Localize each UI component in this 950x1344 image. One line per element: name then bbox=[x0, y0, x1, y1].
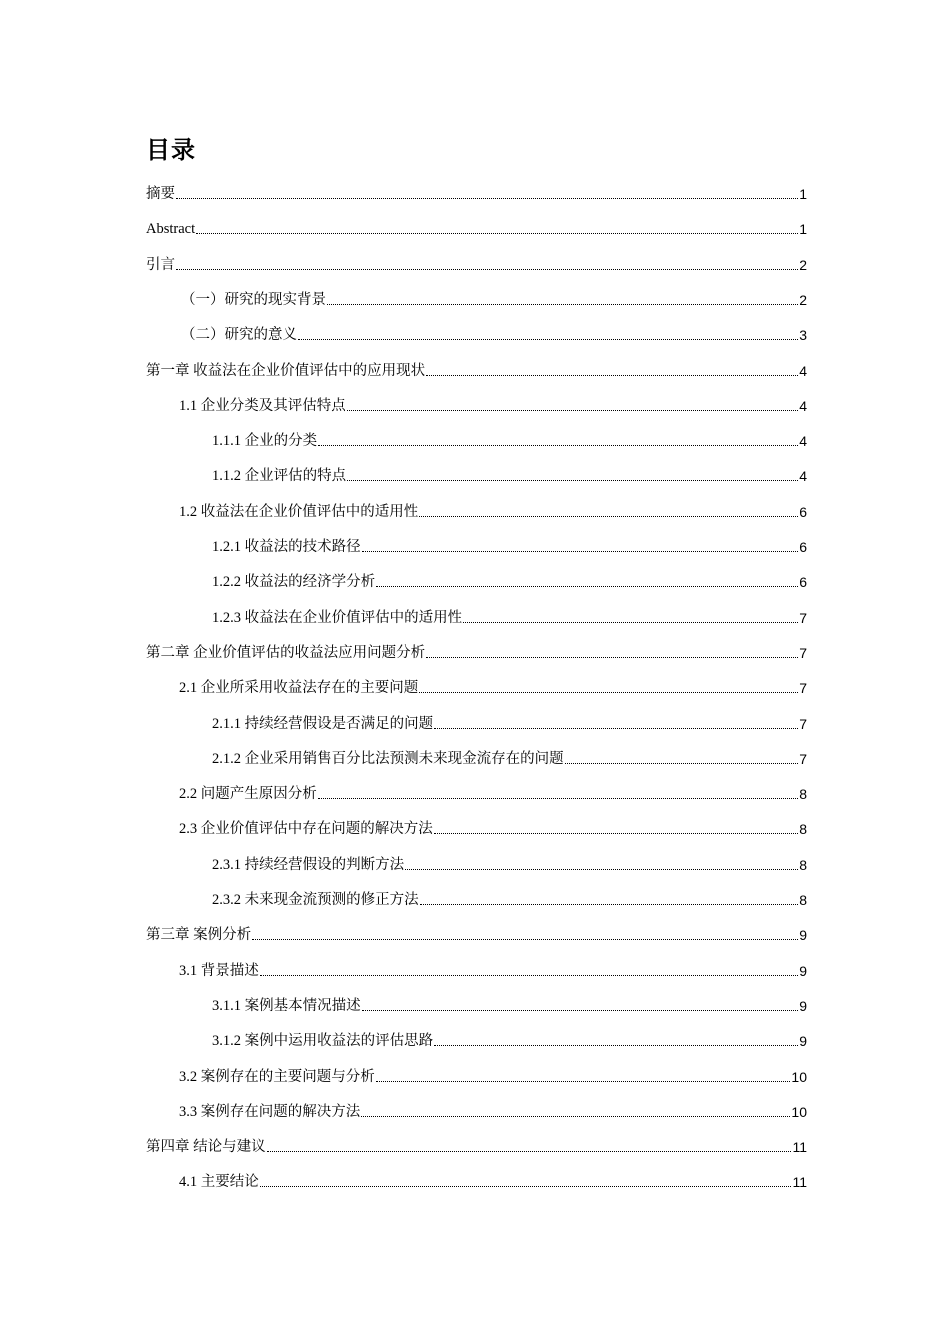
toc-entry[interactable] bbox=[212, 537, 807, 557]
toc-page-number: 6 bbox=[799, 539, 807, 555]
toc-entry[interactable] bbox=[179, 1172, 807, 1192]
toc-dot-leader bbox=[362, 551, 799, 552]
toc-dot-leader bbox=[298, 339, 798, 340]
toc-page-number: 7 bbox=[799, 750, 807, 767]
toc-page-number: 9 bbox=[799, 997, 807, 1014]
toc-page-number: 4 bbox=[799, 433, 807, 450]
toc-entry[interactable] bbox=[179, 784, 807, 804]
toc-entry-text: 2.2 问题产生原因分析 bbox=[179, 786, 317, 803]
toc-entry-text: 3.1 背景描述 bbox=[179, 962, 259, 979]
toc-page-number: 8 bbox=[799, 856, 807, 873]
toc-entry[interactable] bbox=[181, 325, 807, 345]
toc-page-number: 4 bbox=[799, 468, 807, 485]
toc-dot-leader bbox=[419, 516, 798, 517]
toc-entry[interactable] bbox=[212, 431, 807, 451]
toc-entry-text: 3.2 案例存在的主要问题与分析 bbox=[179, 1068, 375, 1085]
toc-entry[interactable] bbox=[212, 890, 807, 910]
toc-page-number: 3 bbox=[799, 327, 807, 344]
toc-entry-text: Abstract bbox=[146, 221, 196, 238]
toc-entry-text: 4.1 主要结论 bbox=[179, 1174, 259, 1191]
toc-dot-leader bbox=[420, 904, 799, 905]
toc-entry-text: 第三章 案例分析 bbox=[146, 927, 252, 944]
toc-page-number: 1 bbox=[799, 221, 807, 238]
toc-entry[interactable] bbox=[179, 396, 807, 416]
toc-dot-leader bbox=[434, 833, 798, 834]
toc-entry-text: 第一章 收益法在企业价值评估中的应用现状 bbox=[146, 362, 426, 379]
toc-dot-leader bbox=[176, 198, 798, 199]
toc-entry-text: （一）研究的现实背景 bbox=[181, 291, 326, 308]
toc-dot-leader bbox=[318, 445, 798, 446]
toc-entry[interactable] bbox=[212, 749, 807, 769]
toc-page-number: 8 bbox=[799, 786, 807, 803]
toc-dot-leader bbox=[376, 586, 798, 587]
toc-dot-leader bbox=[426, 375, 798, 376]
toc-entry-text: 1.1.2 企业评估的特点 bbox=[212, 468, 347, 485]
toc-page-number: 1 bbox=[799, 186, 807, 202]
toc-dot-leader bbox=[434, 1045, 798, 1046]
toc-page-number: 8 bbox=[799, 892, 807, 908]
toc-dot-leader bbox=[267, 1151, 792, 1152]
toc-dot-leader bbox=[463, 622, 798, 623]
toc-entry-text: 2.1 企业所采用收益法存在的主要问题 bbox=[179, 680, 419, 697]
toc-entry[interactable] bbox=[179, 961, 807, 981]
toc-dot-leader bbox=[260, 1186, 792, 1187]
toc-dot-leader bbox=[347, 480, 798, 481]
toc-entry-text: 第二章 企业价值评估的收益法应用问题分析 bbox=[146, 644, 426, 661]
toc-title: 目录 bbox=[146, 138, 196, 164]
toc-page-number: 10 bbox=[791, 1068, 807, 1085]
toc-entry[interactable] bbox=[146, 925, 807, 945]
toc-entry-text: 1.2.3 收益法在企业价值评估中的适用性 bbox=[212, 609, 463, 626]
toc-entry[interactable] bbox=[179, 502, 807, 522]
toc-page-number: 7 bbox=[799, 680, 807, 697]
toc-page-number: 2 bbox=[799, 256, 807, 273]
toc-dot-leader bbox=[362, 1010, 799, 1011]
toc-entry[interactable] bbox=[146, 643, 807, 663]
toc-page-number: 7 bbox=[799, 644, 807, 661]
toc-entry-text: 3.1.1 案例基本情况描述 bbox=[212, 997, 361, 1014]
toc-dot-leader bbox=[405, 869, 798, 870]
toc-page-number: 2 bbox=[799, 291, 807, 308]
toc-entry-text: 摘要 bbox=[146, 186, 175, 202]
toc-entry[interactable] bbox=[212, 572, 807, 592]
toc-page-number: 11 bbox=[792, 1139, 807, 1156]
toc-entry[interactable] bbox=[146, 255, 807, 275]
toc-entry[interactable] bbox=[181, 290, 807, 310]
toc-entry[interactable] bbox=[212, 855, 807, 875]
toc-page-number: 9 bbox=[799, 927, 807, 944]
toc-entry-text: （二）研究的意义 bbox=[181, 327, 297, 344]
toc-dot-leader bbox=[252, 939, 798, 940]
toc-page-number: 4 bbox=[799, 362, 807, 379]
toc-page-number: 6 bbox=[799, 503, 807, 520]
toc-entry[interactable] bbox=[212, 608, 807, 628]
toc-entry[interactable] bbox=[212, 996, 807, 1016]
toc-dot-leader bbox=[565, 763, 799, 764]
toc-entry[interactable] bbox=[179, 1102, 807, 1122]
toc-dot-leader bbox=[434, 728, 798, 729]
toc-entry[interactable] bbox=[146, 219, 807, 239]
toc-entry-text: 2.1.2 企业采用销售百分比法预测未来现金流存在的问题 bbox=[212, 750, 564, 767]
toc-entry-text: 1.1.1 企业的分类 bbox=[212, 433, 318, 450]
toc-page-number: 7 bbox=[799, 609, 807, 626]
toc-entry[interactable] bbox=[212, 714, 807, 734]
toc-page-number: 4 bbox=[799, 397, 807, 414]
toc-entry[interactable] bbox=[179, 678, 807, 698]
toc-dot-leader bbox=[361, 1116, 790, 1117]
toc-page-number: 9 bbox=[799, 1033, 807, 1050]
toc-entry-text: 3.3 案例存在问题的解决方法 bbox=[179, 1103, 361, 1120]
toc-page-number: 8 bbox=[799, 821, 807, 838]
toc-entry-text: 1.1 企业分类及其评估特点 bbox=[179, 397, 346, 414]
toc-dot-leader bbox=[176, 269, 798, 270]
toc-entry-text: 2.3.1 持续经营假设的判断方法 bbox=[212, 856, 405, 873]
toc-entry-text: 1.2.2 收益法的经济学分析 bbox=[212, 574, 376, 591]
toc-dot-leader bbox=[347, 410, 798, 411]
toc-dot-leader bbox=[318, 798, 798, 799]
toc-dot-leader bbox=[419, 692, 798, 693]
toc-page-number: 10 bbox=[791, 1103, 807, 1120]
toc-entry[interactable] bbox=[179, 1067, 807, 1087]
toc-dot-leader bbox=[260, 975, 798, 976]
toc-entry[interactable] bbox=[146, 184, 807, 204]
toc-entry-text: 2.3.2 未来现金流预测的修正方法 bbox=[212, 892, 419, 908]
toc-dot-leader bbox=[327, 304, 798, 305]
toc-entry-text: 2.1.1 持续经营假设是否满足的问题 bbox=[212, 715, 434, 732]
toc-entry-text: 2.3 企业价值评估中存在问题的解决方法 bbox=[179, 821, 433, 838]
toc-entry-text: 3.1.2 案例中运用收益法的评估思路 bbox=[212, 1033, 434, 1050]
toc-entry[interactable] bbox=[212, 1031, 807, 1051]
toc-page-number: 11 bbox=[792, 1174, 807, 1191]
toc-entry[interactable] bbox=[146, 361, 807, 381]
toc-dot-leader bbox=[376, 1081, 791, 1082]
toc-dot-leader bbox=[426, 657, 798, 658]
toc-page-number: 6 bbox=[799, 574, 807, 591]
toc-entry[interactable] bbox=[146, 1137, 807, 1157]
toc-dot-leader bbox=[196, 233, 798, 234]
toc-entry[interactable] bbox=[179, 819, 807, 839]
toc-entry-text: 1.2.1 收益法的技术路径 bbox=[212, 539, 361, 555]
toc-page-number: 9 bbox=[799, 962, 807, 979]
toc-entry[interactable] bbox=[212, 466, 807, 486]
toc-page-number: 7 bbox=[799, 715, 807, 732]
toc-entry-text: 引言 bbox=[146, 256, 175, 273]
toc-entry-text: 1.2 收益法在企业价值评估中的适用性 bbox=[179, 503, 419, 520]
toc-entry-text: 第四章 结论与建议 bbox=[146, 1139, 266, 1156]
